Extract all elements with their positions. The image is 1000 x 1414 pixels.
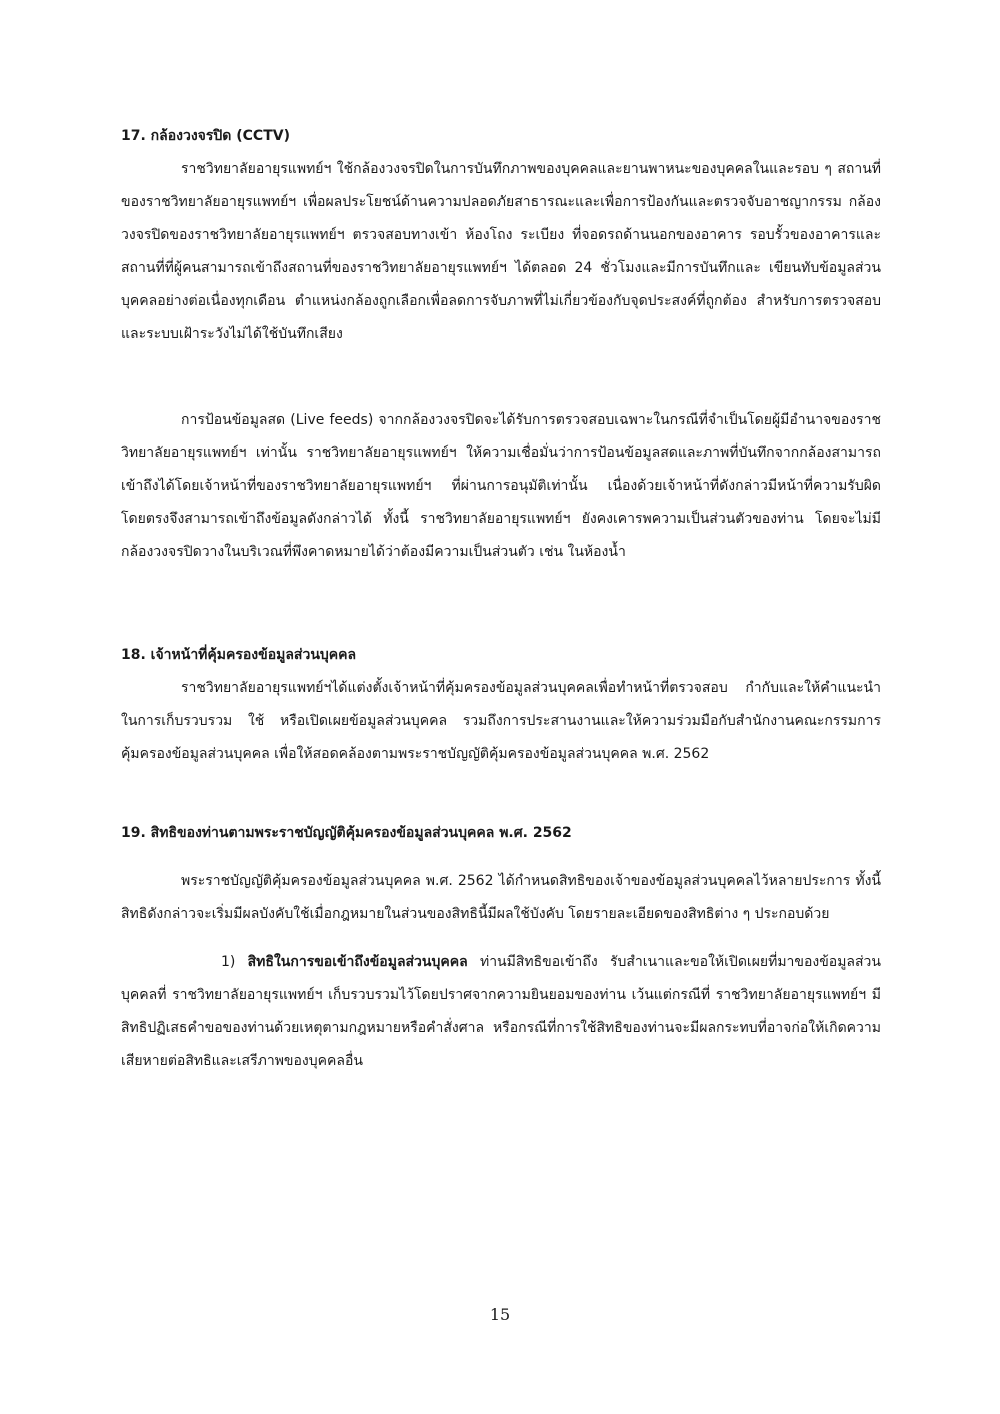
section-17-paragraph-2: การป้อนข้อมูลสด (Live feeds) จากกล้องวงจรปิดจะได้รับการตรวจสอบเฉพาะในกรณีที่จำเป็นโดยผู้มีอำนาจของราชวิทยาลัยอายุรแพทย์ฯ เท่านั้น ราชวิทยาลัยอายุรแพทย์ฯ ให้ความเชื่อมั่นว่าการป้อนข้อมูลสดและภาพที่บันทึกจากกล้องสามารถเข้าถึงได้โดยเจ้าหน้าที่ของราชวิทยาลัยอายุรแพทย์ฯ ที่ผ่านการอนุมัติเท่านั้น เนื่องด้วยเจ้าหน้าที่ดังกล่าวมีหน้าที่ความรับผิดโดยตรงจึงสามารถเข้าถึงข้อมูลดังกล่าวได้ ทั้งนี้ ราชวิทยาลัยอายุรแพทย์ฯ ยังคงเคารพความเป็นส่วนตัวของท่าน โดยจะไม่มีกล้องวงจรปิดวางในบริเวณที่พึงคาดหมายได้ว่าต้องมีความเป็นส่วนตัว เช่น ในห้องน้ำ [121,412,881,560]
page-number: 15 [489,1305,511,1324]
spacer [121,931,881,946]
rights-item-title: สิทธิในการขอเข้าถึงข้อมูลส่วนบุคคล [247,954,468,970]
section-17-heading: 17. กล้องวงจรปิด (CCTV) [121,128,290,144]
rights-item-text: ท่านมีสิทธิขอเข้าถึง รับสำเนาและขอให้เปิดเผยที่มาของข้อมูลส่วนบุคคลที่ ราชวิทยาลัยอายุรแพทย์ฯ เก็บรวบรวมไว้โดยปราศจากความยินยอมของท่าน เว้นแต่กรณีที่ ราชวิทยาลัยอายุรแพทย์ฯ มีสิทธิปฏิเสธคำขอของท่านด้วยเหตุตามกฎหมายหรือคำสั่งศาล หรือกรณีที่การใช้สิทธิของท่านจะมีผลกระทบที่อาจก่อให้เกิดความเสียหายต่อสิทธิและเสรีภาพของบุคคลอื่น [121,954,881,1069]
spacer [121,850,881,865]
section-19-heading: 19. สิทธิของท่านตามพระราชบัญญัติคุ้มครองข้อมูลส่วนบุคคล พ.ศ. 2562 [121,825,572,841]
spacer [121,569,881,639]
document-body [121,120,881,1078]
section-17-paragraph-1: ราชวิทยาลัยอายุรแพทย์ฯ ใช้กล้องวงจรปิดในการบันทึกภาพของบุคคลและยานพาหนะของบุคคลในและรอบ ๆ สถานที่ของราชวิทยาลัยอายุรแพทย์ฯ เพื่อผลประโยชน์ด้านความปลอดภัยสาธารณะและเพื่อการป้องกันและตรวจจับอาชญากรรม กล้องวงจรปิดของราชวิทยาลัยอายุรแพทย์ฯ ตรวจสอบทางเข้า ห้องโถง ระเบียง ที่จอดรถด้านนอกของอาคาร รอบรั้วของอาคารและสถานที่ที่ผู้คนสามารถเข้าถึงสถานที่ของราชวิทยาลัยอายุรแพทย์ฯ ได้ตลอด 24 ชั่วโมงและมีการบันทึกและ เขียนทับข้อมูลส่วนบุคคลอย่างต่อเนื่องทุกเดือน ตำแหน่งกล้องถูกเลือกเพื่อลดการจับภาพที่ไม่เกี่ยวข้องกับจุดประสงค์ที่ถูกต้อง สำหรับการตรวจสอบและระบบเฝ้าระวังไม่ได้ใช้บันทึกเสียง [121,161,881,342]
spacer [121,351,881,404]
spacer [121,771,881,817]
rights-item-number: 1) [221,954,236,970]
section-19-paragraph-1: พระราชบัญญัติคุ้มครองข้อมูลส่วนบุคคล พ.ศ. 2562 ได้กำหนดสิทธิของเจ้าของข้อมูลส่วนบุคคลไว้หลายประการ ทั้งนี้ สิทธิดังกล่าวจะเริ่มมีผลบังคับใช้เมื่อกฎหมายในส่วนของสิทธินี้มีผลใช้บังคับ โดยรายละเอียดของสิทธิต่าง ๆ ประกอบด้วย [121,873,881,922]
section-18-heading: 18. เจ้าหน้าที่คุ้มครองข้อมูลส่วนบุคคล [121,647,357,663]
section-18-paragraph-1: ราชวิทยาลัยอายุรแพทย์ฯได้แต่งตั้งเจ้าหน้าที่คุ้มครองข้อมูลส่วนบุคคลเพื่อทำหน้าที่ตรวจสอบ กำกับและให้คำแนะนำในการเก็บรวบรวม ใช้ หรือเปิดเผยข้อมูลส่วนบุคคล รวมถึงการประสานงานและให้ความร่วมมือกับสำนักงานคณะกรรมการคุ้มครองข้อมูลส่วนบุคคล เพื่อให้สอดคล้องตามพระราชบัญญัติคุ้มครองข้อมูลส่วนบุคคล พ.ศ. 2562 [121,680,881,762]
rights-item-1 [121,946,881,1078]
